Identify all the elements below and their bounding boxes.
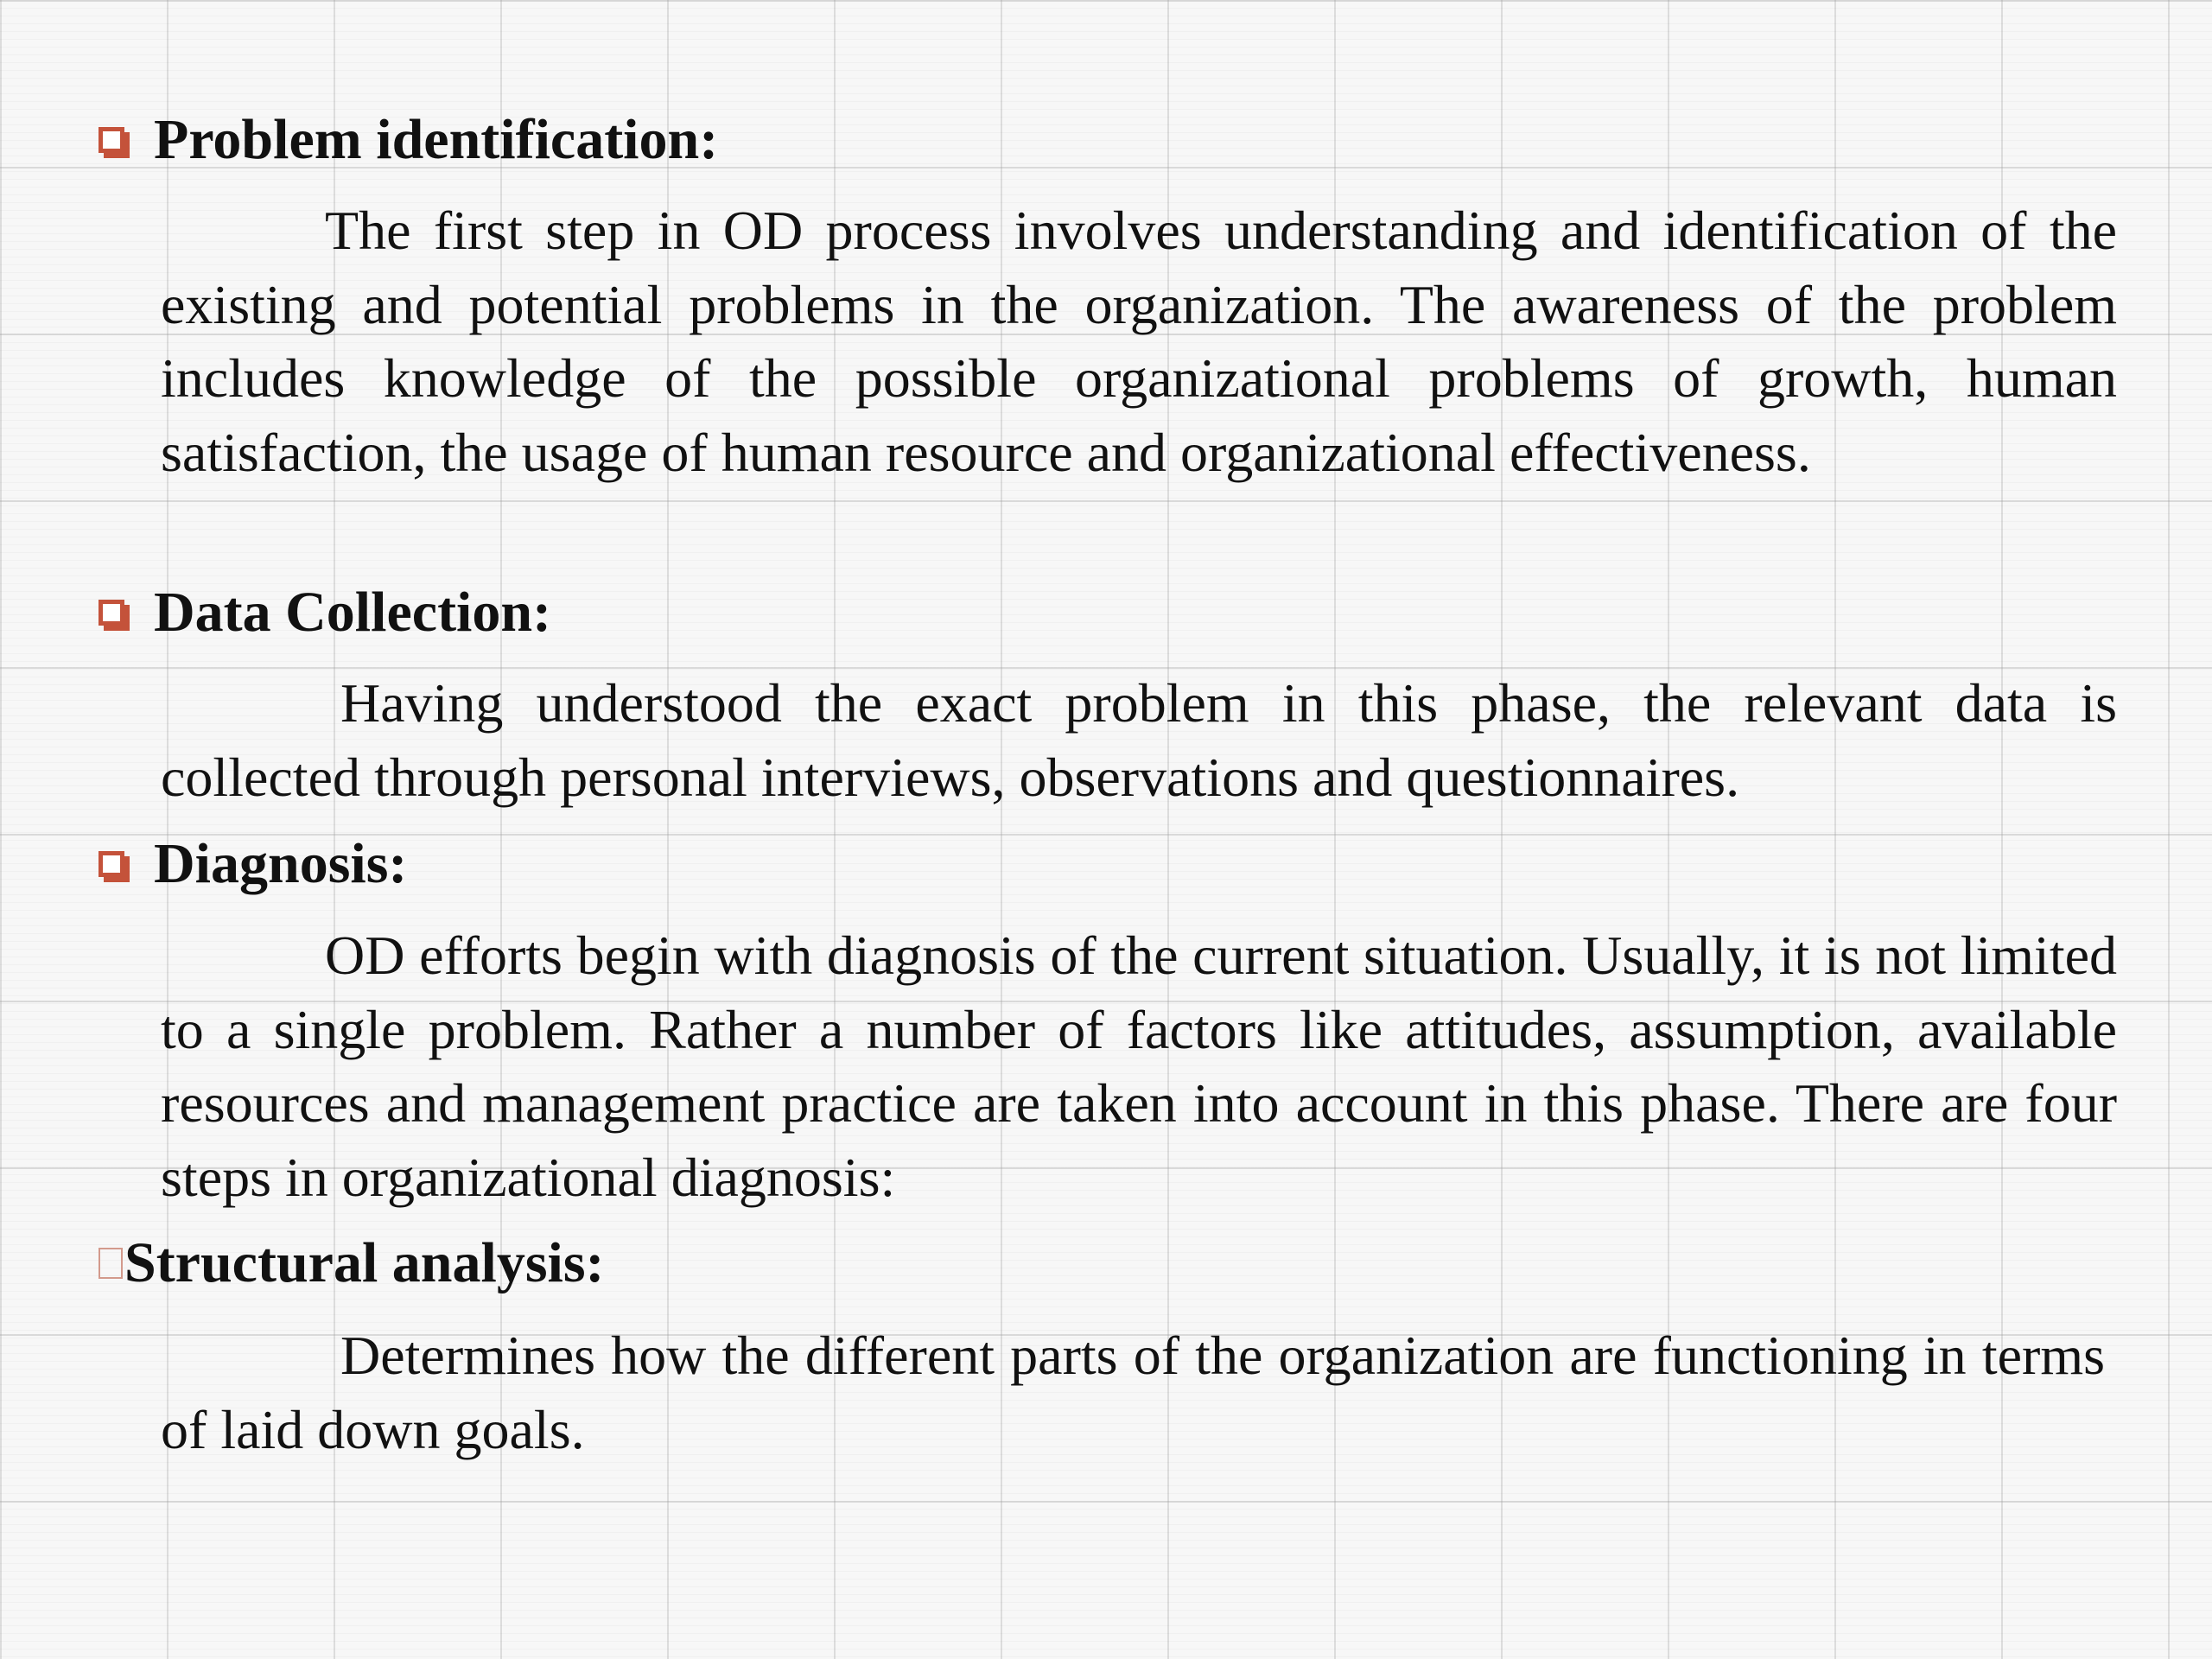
- heading-text: Data Collection:: [154, 581, 552, 644]
- checkbox-bullet-icon: [99, 127, 124, 153]
- heading-structural-analysis: [95, 1229, 605, 1298]
- heading-text: Structural analysis:: [124, 1231, 605, 1294]
- paragraph-data-collection: Having understood the exact problem in this phase, the relevant data is collected through personal interviews, observations and questionnaires.: [161, 672, 2117, 808]
- heading-diagnosis: [95, 830, 407, 899]
- checkbox-bullet-icon: [99, 1248, 123, 1279]
- paragraph-structural-analysis: Determines how the different parts of the organization are functioning in terms of laid down goals.: [161, 1325, 2105, 1460]
- checkbox-bullet-icon: [99, 600, 124, 626]
- heading-text: Problem identification:: [154, 108, 719, 171]
- checkbox-bullet-icon: [99, 851, 124, 877]
- heading-problem-identification: [95, 105, 718, 175]
- paragraph-problem-identification: The first step in OD process involves understanding and identification of the existing and potential problems in the organization. The awareness of the problem includes knowledge of the possible organizational problems of growth, human satisfaction, the usage of human resource and organizational effectiveness.: [161, 200, 2117, 483]
- paragraph-diagnosis: OD efforts begin with diagnosis of the current situation. Usually, it is not limited to a single problem. Rather a number of factors like attitudes, assumption, available resources and management practice are taken into account in this phase. There are four steps in organizational diagnosis:: [161, 925, 2117, 1208]
- heading-data-collection: [95, 578, 551, 647]
- heading-text: Diagnosis:: [154, 832, 408, 895]
